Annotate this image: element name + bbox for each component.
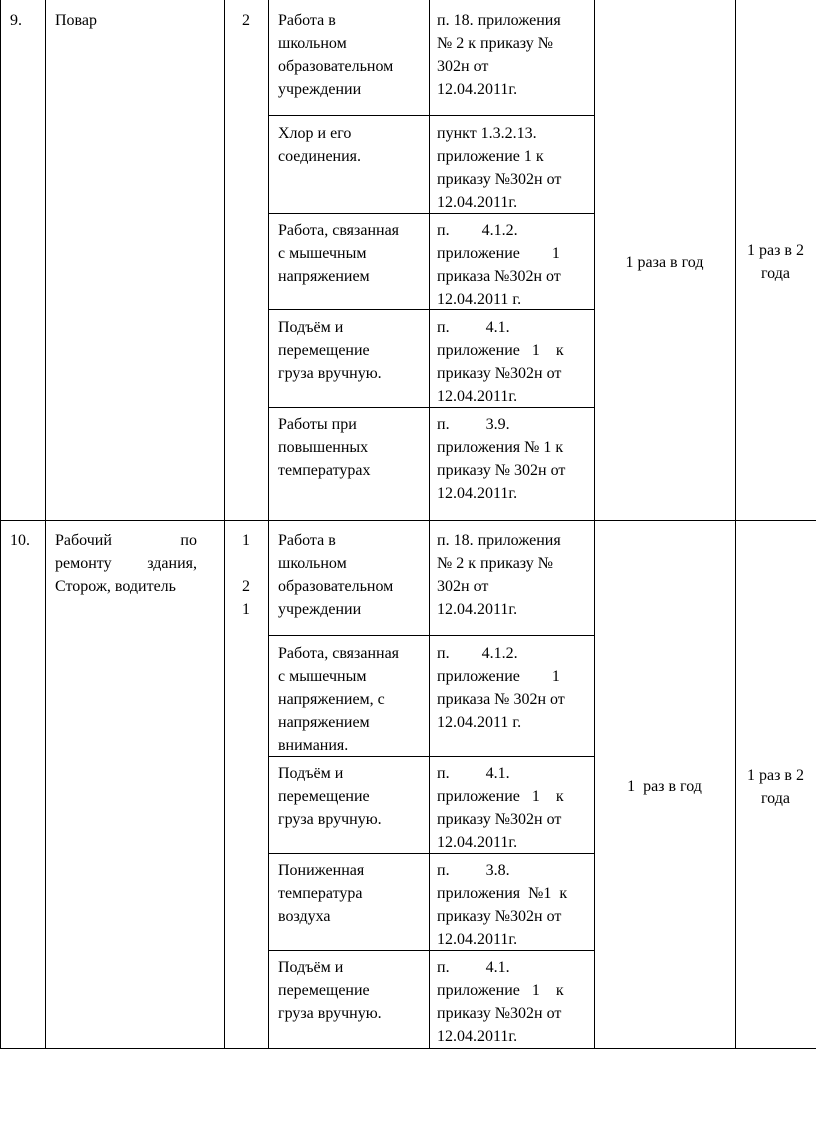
- table-border-left: [0, 0, 1, 1049]
- reference-line: № 2 к приказу №: [437, 35, 554, 52]
- reference-line: п. 4.1.: [437, 959, 510, 976]
- factor-line: школьном: [278, 555, 347, 572]
- reference-line: приложение 1 к: [437, 342, 564, 359]
- reference-line: п. 4.1.2.: [437, 222, 518, 239]
- reference-line: 12.04.2011г.: [437, 601, 518, 618]
- reference-line: приложение 1 к: [437, 788, 564, 805]
- worker-count: 2: [242, 578, 250, 595]
- worker-count: 1: [242, 532, 250, 549]
- reference-line: п. 3.9.: [437, 416, 510, 433]
- factor-line: повышенных: [278, 439, 369, 456]
- factor-line: Подъём и: [278, 319, 344, 336]
- table-border-col2: [224, 0, 225, 1049]
- factor-line: груза вручную.: [278, 1005, 382, 1022]
- reference-line: п. 4.1.: [437, 319, 510, 336]
- factor-line: учреждении: [278, 81, 362, 98]
- subrow-separator: [268, 407, 595, 408]
- reference-line: 302н от: [437, 58, 489, 75]
- subrow-separator: [268, 635, 595, 636]
- factor-line: соединения.: [278, 148, 362, 165]
- reference-line: п. 18. приложения: [437, 12, 561, 29]
- exam-frequency-alt: 1 раз в 2: [747, 242, 804, 259]
- exam-frequency-alt: года: [761, 790, 790, 807]
- subrow-separator: [268, 115, 595, 116]
- factor-line: температура: [278, 885, 363, 902]
- factor-line: груза вручную.: [278, 811, 382, 828]
- exam-frequency-alt: 1 раз в 2: [747, 767, 804, 784]
- reference-line: приложение 1 к: [437, 982, 564, 999]
- reference-line: приложение 1 к: [437, 148, 544, 165]
- table-border-col6: [735, 0, 736, 1049]
- subrow-separator: [268, 213, 595, 214]
- factor-line: образовательном: [278, 578, 394, 595]
- reference-line: п. 4.1.: [437, 765, 510, 782]
- reference-line: приложения №1 к: [437, 885, 568, 902]
- profession-name: Сторож, водитель: [55, 578, 176, 595]
- factor-line: напряжением, с: [278, 691, 385, 708]
- subrow-separator: [268, 950, 595, 951]
- reference-line: приказу №302н от: [437, 811, 562, 828]
- table-border-col4: [429, 0, 430, 1049]
- factor-line: Подъём и: [278, 765, 344, 782]
- reference-line: 12.04.2011г.: [437, 388, 518, 405]
- reference-line: приказу № 302н от: [437, 462, 566, 479]
- table-border-col1: [45, 0, 46, 1049]
- profession-name: Рабочий по: [55, 532, 197, 549]
- reference-line: пункт 1.3.2.13.: [437, 125, 537, 142]
- reference-line: приложения № 1 к: [437, 439, 564, 456]
- factor-line: перемещение: [278, 342, 370, 359]
- factor-line: Работы при: [278, 416, 357, 433]
- subrow-separator: [268, 309, 595, 310]
- factor-line: Работа, связанная: [278, 222, 400, 239]
- reference-line: приказа № 302н от: [437, 691, 565, 708]
- reference-line: приложение 1: [437, 668, 560, 685]
- factor-line: груза вручную.: [278, 365, 382, 382]
- factor-line: учреждении: [278, 601, 362, 618]
- profession-name: Повар: [55, 12, 97, 29]
- factor-line: образовательном: [278, 58, 394, 75]
- table-border-col3: [268, 0, 269, 1049]
- factor-line: напряжением: [278, 714, 370, 731]
- reference-line: 12.04.2011г.: [437, 931, 518, 948]
- reference-line: 12.04.2011г.: [437, 194, 518, 211]
- worker-count: 2: [242, 12, 250, 29]
- factor-line: Работа в: [278, 532, 336, 549]
- row-number: 10.: [10, 532, 30, 549]
- reference-line: приказу №302н от: [437, 171, 562, 188]
- factor-line: внимания.: [278, 737, 349, 754]
- reference-line: 12.04.2011г.: [437, 81, 518, 98]
- reference-line: 12.04.2011г.: [437, 834, 518, 851]
- profession-name: ремонту здания,: [55, 555, 197, 572]
- table-border-col5: [594, 0, 595, 1049]
- subrow-separator: [268, 853, 595, 854]
- row-number: 9.: [10, 12, 22, 29]
- reference-line: № 2 к приказу №: [437, 555, 554, 572]
- reference-line: приложение 1: [437, 245, 560, 262]
- reference-line: приказу №302н от: [437, 1005, 562, 1022]
- reference-line: 12.04.2011 г.: [437, 291, 522, 308]
- exam-frequency-alt: года: [761, 265, 790, 282]
- factor-line: Работа, связанная: [278, 645, 400, 662]
- factor-line: температурах: [278, 462, 371, 479]
- row-separator-9-10: [0, 520, 816, 521]
- worker-count: 1: [242, 601, 250, 618]
- exam-frequency: 1 раза в год: [625, 254, 704, 271]
- factor-line: школьном: [278, 35, 347, 52]
- reference-line: п. 18. приложения: [437, 532, 561, 549]
- table-border-bottom: [0, 1048, 816, 1049]
- factor-line: перемещение: [278, 788, 370, 805]
- reference-line: приказу №302н от: [437, 908, 562, 925]
- factor-line: с мышечным: [278, 245, 367, 262]
- reference-line: приказа №302н от: [437, 268, 561, 285]
- reference-line: 302н от: [437, 578, 489, 595]
- factor-line: воздуха: [278, 908, 331, 925]
- factor-line: перемещение: [278, 982, 370, 999]
- factor-line: Работа в: [278, 12, 336, 29]
- factor-line: напряжением: [278, 268, 370, 285]
- reference-line: п. 3.8.: [437, 862, 510, 879]
- factor-line: с мышечным: [278, 668, 367, 685]
- reference-line: 12.04.2011г.: [437, 485, 518, 502]
- reference-line: 12.04.2011 г.: [437, 714, 522, 731]
- factor-line: Хлор и его: [278, 125, 352, 142]
- factor-line: Подъём и: [278, 959, 344, 976]
- reference-line: п. 4.1.2.: [437, 645, 518, 662]
- reference-line: приказу №302н от: [437, 365, 562, 382]
- exam-frequency: 1 раз в год: [627, 778, 702, 795]
- factor-line: Пониженная: [278, 862, 365, 879]
- reference-line: 12.04.2011г.: [437, 1028, 518, 1045]
